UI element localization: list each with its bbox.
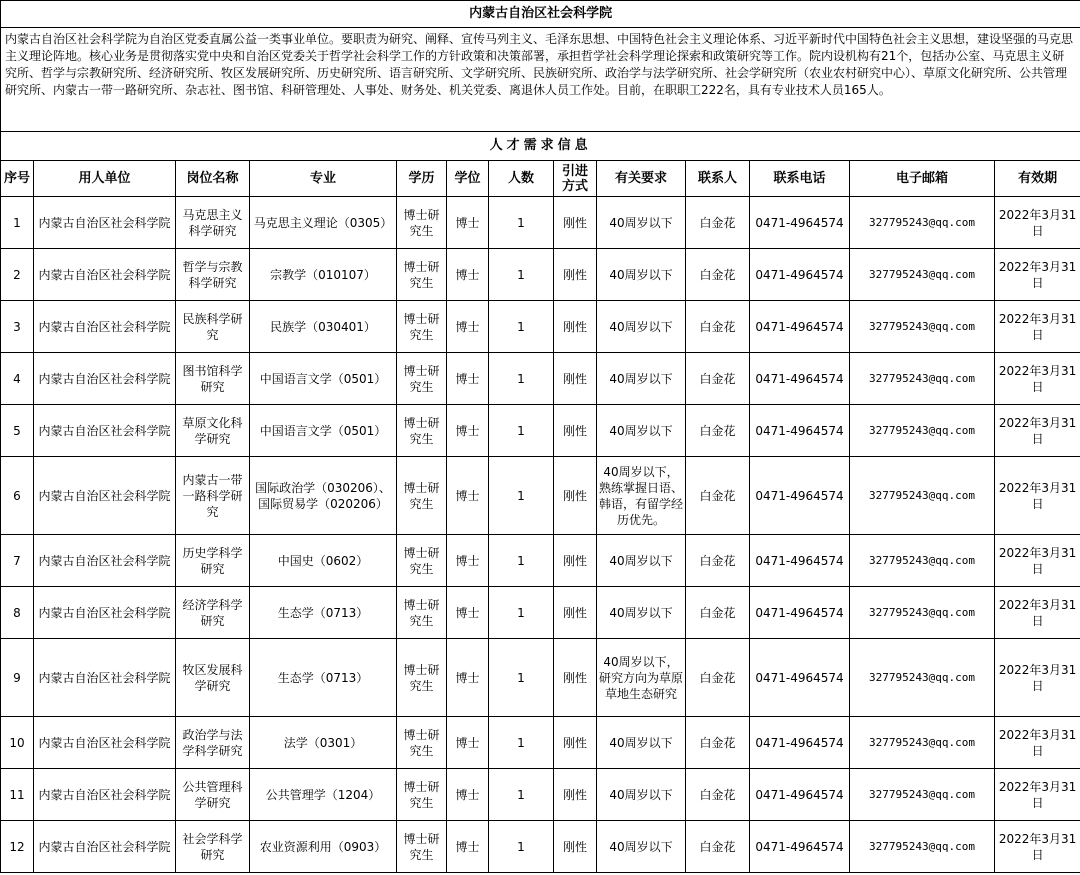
table-cell: 内蒙古自治区社会科学院: [34, 587, 176, 639]
table-cell: 中国语言文学（0501）: [250, 405, 397, 457]
table-cell: 博士研究生: [397, 535, 447, 587]
table-cell: 宗教学（010107）: [250, 249, 397, 301]
table-cell: 327795243@qq.com: [850, 197, 995, 249]
table-cell: 马克思主义科学研究: [176, 197, 250, 249]
table-cell: 0471-4964574: [750, 457, 850, 535]
table-cell: 刚性: [554, 821, 597, 873]
table-cell: 0471-4964574: [750, 769, 850, 821]
table-cell: 刚性: [554, 249, 597, 301]
table-cell: 白金花: [686, 639, 750, 717]
table-cell: 哲学与宗教科学研究: [176, 249, 250, 301]
table-cell: 40周岁以下，熟练掌握日语、韩语，有留学经历优先。: [597, 457, 686, 535]
table-cell: 图书馆科学研究: [176, 353, 250, 405]
section-title: 人才需求信息: [1, 132, 1080, 161]
col-header: 学位: [447, 161, 489, 197]
table-cell: 白金花: [686, 405, 750, 457]
table-cell: 内蒙古自治区社会科学院: [34, 197, 176, 249]
table-cell: 40周岁以下: [597, 769, 686, 821]
table-cell: 博士研究生: [397, 353, 447, 405]
col-header: 专业: [250, 161, 397, 197]
table-cell: 2022年3月31日: [995, 639, 1080, 717]
table-cell: 白金花: [686, 353, 750, 405]
col-header: 岗位名称: [176, 161, 250, 197]
table-cell: 博士: [447, 301, 489, 353]
table-row: [1, 249, 1080, 301]
table-cell: 327795243@qq.com: [850, 353, 995, 405]
table-cell: 中国史（0602）: [250, 535, 397, 587]
page-title: 内蒙古自治区社会科学院: [1, 1, 1080, 28]
table-cell: 1: [489, 639, 554, 717]
table-cell: 327795243@qq.com: [850, 535, 995, 587]
table-row: [1, 821, 1080, 873]
table-cell: 2022年3月31日: [995, 457, 1080, 535]
table-cell: 农业资源利用（0903）: [250, 821, 397, 873]
table-cell: 白金花: [686, 587, 750, 639]
table-cell: 8: [1, 587, 34, 639]
table-cell: 0471-4964574: [750, 821, 850, 873]
table-cell: 草原文化科学研究: [176, 405, 250, 457]
table-cell: 5: [1, 405, 34, 457]
table-cell: 博士研究生: [397, 769, 447, 821]
table-row: [1, 535, 1080, 587]
table-cell: 40周岁以下: [597, 249, 686, 301]
table-cell: 公共管理学（1204）: [250, 769, 397, 821]
table-cell: 内蒙古自治区社会科学院: [34, 821, 176, 873]
table-cell: 白金花: [686, 197, 750, 249]
table-row: [1, 587, 1080, 639]
table-cell: 博士: [447, 587, 489, 639]
table-cell: 40周岁以下，研究方向为草原草地生态研究: [597, 639, 686, 717]
table-cell: 9: [1, 639, 34, 717]
table-cell: 12: [1, 821, 34, 873]
table-cell: 刚性: [554, 457, 597, 535]
table-cell: 0471-4964574: [750, 197, 850, 249]
table-cell: 1: [1, 197, 34, 249]
table-row: [1, 301, 1080, 353]
table-cell: 40周岁以下: [597, 587, 686, 639]
table-cell: 博士研究生: [397, 301, 447, 353]
table-row: [1, 353, 1080, 405]
table-cell: 内蒙古自治区社会科学院: [34, 405, 176, 457]
table-cell: 40周岁以下: [597, 197, 686, 249]
col-header: 电子邮箱: [850, 161, 995, 197]
table-row: [1, 769, 1080, 821]
table-cell: 博士: [447, 249, 489, 301]
table-cell: 内蒙古自治区社会科学院: [34, 639, 176, 717]
table-cell: 牧区发展科学研究: [176, 639, 250, 717]
table-cell: 1: [489, 535, 554, 587]
table-cell: 内蒙古自治区社会科学院: [34, 717, 176, 769]
table-cell: 刚性: [554, 301, 597, 353]
table-cell: 白金花: [686, 535, 750, 587]
table-cell: 博士研究生: [397, 457, 447, 535]
table-cell: 1: [489, 821, 554, 873]
table-cell: 0471-4964574: [750, 639, 850, 717]
table-cell: 博士研究生: [397, 717, 447, 769]
table-cell: 4: [1, 353, 34, 405]
table-cell: 生态学（0713）: [250, 587, 397, 639]
table-cell: 民族学（030401）: [250, 301, 397, 353]
table-cell: 博士研究生: [397, 821, 447, 873]
table-cell: 327795243@qq.com: [850, 717, 995, 769]
table-cell: 10: [1, 717, 34, 769]
table-cell: 1: [489, 301, 554, 353]
col-header: 用人单位: [34, 161, 176, 197]
table-cell: 博士: [447, 457, 489, 535]
table-cell: 博士: [447, 639, 489, 717]
table-cell: 生态学（0713）: [250, 639, 397, 717]
table-cell: 刚性: [554, 639, 597, 717]
table-cell: 0471-4964574: [750, 405, 850, 457]
table-cell: 7: [1, 535, 34, 587]
table-cell: 博士研究生: [397, 249, 447, 301]
table-cell: 刚性: [554, 353, 597, 405]
table-cell: 博士: [447, 821, 489, 873]
table-cell: 国际政治学（030206）、国际贸易学（020206）: [250, 457, 397, 535]
table-cell: 白金花: [686, 301, 750, 353]
table-row: [1, 405, 1080, 457]
table-cell: 博士: [447, 405, 489, 457]
table-cell: 2022年3月31日: [995, 821, 1080, 873]
table-cell: 政治学与法学科学研究: [176, 717, 250, 769]
table-cell: 327795243@qq.com: [850, 301, 995, 353]
table-cell: 1: [489, 405, 554, 457]
table-cell: 内蒙古自治区社会科学院: [34, 769, 176, 821]
table-cell: 0471-4964574: [750, 587, 850, 639]
table-cell: 2022年3月31日: [995, 405, 1080, 457]
table-cell: 内蒙古自治区社会科学院: [34, 535, 176, 587]
col-header: 人数: [489, 161, 554, 197]
table-cell: 中国语言文学（0501）: [250, 353, 397, 405]
table-cell: 内蒙古自治区社会科学院: [34, 249, 176, 301]
table-cell: 327795243@qq.com: [850, 249, 995, 301]
table-cell: 内蒙古自治区社会科学院: [34, 457, 176, 535]
table-cell: 内蒙古自治区社会科学院: [34, 353, 176, 405]
table-cell: 0471-4964574: [750, 301, 850, 353]
col-header: 学历: [397, 161, 447, 197]
table-cell: 博士研究生: [397, 197, 447, 249]
table-cell: 2022年3月31日: [995, 353, 1080, 405]
table-header-row: [1, 161, 1080, 197]
table-cell: 40周岁以下: [597, 535, 686, 587]
table-cell: 1: [489, 587, 554, 639]
col-header: 联系人: [686, 161, 750, 197]
table-cell: 2022年3月31日: [995, 301, 1080, 353]
table-cell: 1: [489, 717, 554, 769]
table-cell: 1: [489, 457, 554, 535]
table-cell: 1: [489, 249, 554, 301]
table-cell: 1: [489, 353, 554, 405]
table-cell: 40周岁以下: [597, 405, 686, 457]
table-cell: 11: [1, 769, 34, 821]
col-header: 序号: [1, 161, 34, 197]
table-cell: 0471-4964574: [750, 353, 850, 405]
table-cell: 2022年3月31日: [995, 535, 1080, 587]
table-cell: 0471-4964574: [750, 717, 850, 769]
table-cell: 327795243@qq.com: [850, 639, 995, 717]
table-cell: 3: [1, 301, 34, 353]
col-header: 有关要求: [597, 161, 686, 197]
table-cell: 民族科学研究: [176, 301, 250, 353]
table-cell: 内蒙古自治区社会科学院: [34, 301, 176, 353]
table-cell: 2022年3月31日: [995, 249, 1080, 301]
col-header: 有效期: [995, 161, 1080, 197]
table-cell: 白金花: [686, 249, 750, 301]
table-cell: 2022年3月31日: [995, 717, 1080, 769]
table-cell: 刚性: [554, 717, 597, 769]
table-cell: 0471-4964574: [750, 249, 850, 301]
table-cell: 刚性: [554, 197, 597, 249]
table-cell: 0471-4964574: [750, 535, 850, 587]
table-row: [1, 639, 1080, 717]
table-cell: 白金花: [686, 717, 750, 769]
table-cell: 2022年3月31日: [995, 769, 1080, 821]
table-cell: 2022年3月31日: [995, 197, 1080, 249]
table-cell: 327795243@qq.com: [850, 405, 995, 457]
table-cell: 40周岁以下: [597, 301, 686, 353]
table-cell: 327795243@qq.com: [850, 821, 995, 873]
table-cell: 博士: [447, 717, 489, 769]
table-cell: 马克思主义理论（0305）: [250, 197, 397, 249]
table-row: [1, 717, 1080, 769]
table-row: [1, 457, 1080, 535]
table-cell: 40周岁以下: [597, 353, 686, 405]
table-cell: 博士: [447, 353, 489, 405]
table-cell: 327795243@qq.com: [850, 587, 995, 639]
table-cell: 1: [489, 197, 554, 249]
table-cell: 博士: [447, 769, 489, 821]
table-cell: 历史学科学研究: [176, 535, 250, 587]
table-cell: 博士研究生: [397, 639, 447, 717]
table-cell: 博士: [447, 535, 489, 587]
table-cell: 327795243@qq.com: [850, 457, 995, 535]
table-cell: 法学（0301）: [250, 717, 397, 769]
table-cell: 6: [1, 457, 34, 535]
table-cell: 博士研究生: [397, 587, 447, 639]
table-cell: 1: [489, 769, 554, 821]
table-cell: 40周岁以下: [597, 821, 686, 873]
col-header: 联系电话: [750, 161, 850, 197]
table-cell: 博士研究生: [397, 405, 447, 457]
table-cell: 刚性: [554, 535, 597, 587]
col-header: 引进方式: [554, 161, 597, 197]
table-cell: 白金花: [686, 769, 750, 821]
table-cell: 博士: [447, 197, 489, 249]
table-cell: 2: [1, 249, 34, 301]
table-cell: 刚性: [554, 587, 597, 639]
table-row: [1, 197, 1080, 249]
table-cell: 刚性: [554, 405, 597, 457]
table-cell: 白金花: [686, 821, 750, 873]
table-cell: 327795243@qq.com: [850, 769, 995, 821]
intro-paragraph: 内蒙古自治区社会科学院为自治区党委直属公益一类事业单位。要职责为研究、阐释、宣传马列主义、毛泽东思想、中国特色社会主义理论体系、习近平新时代中国特色社会主义思想，建设坚强的马克思主义理论阵地。核心业务是贯彻落实党中央和自治区党委关于哲学社会科学工作的方针政策和决策部署，承担哲学社会科学理论探索和政策研究等工作。院内设机构有21个，包括办公室、马克思主义研究所、哲学与宗教研究所、经济研究所、牧区发展研究所、历史研究所、语言研究所、文学研究所、民族研究所、政治学与法学研究所、社会学研究所（农业农村研究中心）、草原文化研究所、公共管理研究所、内蒙古一带一路研究所、杂志社、图书馆、科研管理处、人事处、财务处、机关党委、离退休人员工作处。目前，在职职工222名，具有专业技术人员165人。: [1, 28, 1080, 132]
table-cell: 内蒙古一带一路科学研究: [176, 457, 250, 535]
table-cell: 白金花: [686, 457, 750, 535]
table-cell: 刚性: [554, 769, 597, 821]
table-cell: 公共管理科学研究: [176, 769, 250, 821]
table-body: [1, 197, 1080, 873]
table-cell: 经济学科学研究: [176, 587, 250, 639]
table-cell: 2022年3月31日: [995, 587, 1080, 639]
table-cell: 40周岁以下: [597, 717, 686, 769]
table-cell: 社会学科学研究: [176, 821, 250, 873]
